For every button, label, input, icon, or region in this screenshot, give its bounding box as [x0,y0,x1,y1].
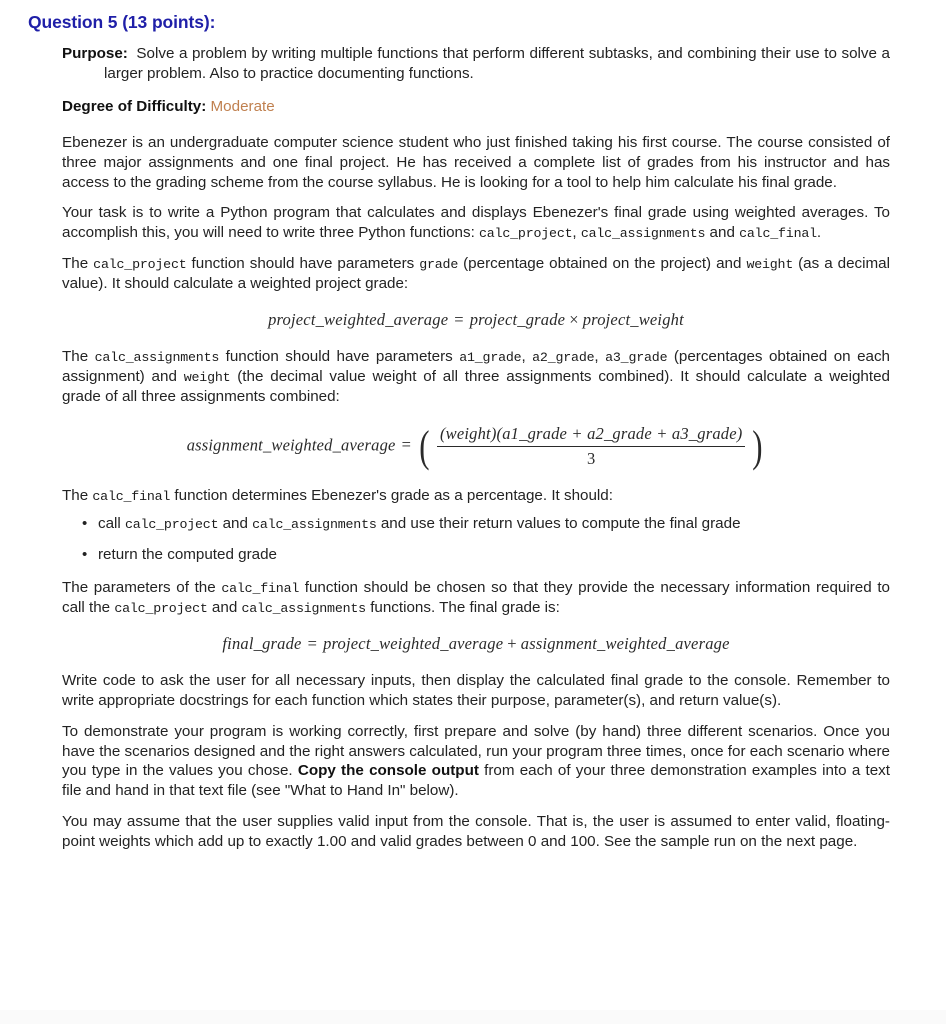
cf-text-2: function determines Ebenezer's grade as a percentage. It should: [170,486,613,504]
formula2-lhs: assignment_weighted_average [186,434,396,454]
formula1-equals: = [454,310,464,330]
intro-paragraph: Ebenezer is an undergraduate computer science student who just finished taking his first course. The course consisted of three major assignments and one final project. He has received a complete list of grades from his instructor and has access to the grading scheme from the course syllabus. He is looking for a tool to help him calculate his final grade. [62,134,890,191]
code-calc-project-2: calc_project [93,256,187,272]
document-body [62,44,890,862]
difficulty-block [62,97,890,117]
ca-text-4: (the decimal value weight of all three assignments combined). It should calculate a weighted grade of all three assignments combined: [62,368,890,405]
code-grade: grade [419,256,459,272]
code-calc-project: calc_project [479,226,573,242]
task-text-4: . [816,224,822,242]
code-calc-final: calc_final [739,226,817,242]
purpose-label: Purpose: [62,45,128,62]
pp-text-2: function should be chosen so that they provide the necessary information required to call the [62,578,890,616]
bullet-1-text-1: call [98,515,126,533]
cp-text-2: function should have parameters [186,254,420,272]
formula3-rhs-b: assignment_weighted_average [520,634,730,654]
cp-text-4: (as a decimal value). It should calculate a weighted project grade: [62,254,890,292]
code-calc-final-3: calc_final [221,580,300,596]
code-calc-assignments: calc_assignments [580,226,706,242]
formula1-rhs-b: project_weight [582,310,684,330]
formula-assignment-weighted-average [62,421,890,471]
list-item [82,514,890,534]
code-calc-project-4: calc_project [114,600,208,616]
write-code-paragraph: Write code to ask the user for all necessary inputs, then display the calculated final grade to the console. Remember to write appropriate docstrings for each function which states their purpose, parameter(s), and return value(s). [62,672,890,710]
parameters-paragraph [62,578,890,618]
code-a3-grade: a3_grade [605,350,668,366]
right-paren: ) [752,421,764,471]
code-calc-assignments-4: calc_assignments [241,600,366,616]
code-calc-project-3: calc_project [125,517,219,533]
code-calc-assignments-3: calc_assignments [252,517,377,533]
assumptions-paragraph: You may assume that the user supplies valid input from the console. That is, the user is assumed to enter valid, floating-point weights which add up to exactly 1.00 and valid grades between 0 and 100. See the sample run on the next page. [62,812,890,850]
demo-bold-phrase: Copy the console output [297,762,479,780]
cp-text-1: The [62,254,94,272]
calc-final-requirements-list [62,514,890,565]
cf-text-1: The [62,486,93,504]
pp-text-1: The parameters of the [62,578,222,596]
ca-text-1: The [62,348,95,366]
difficulty-label: Degree of Difficulty: [62,98,207,116]
formula2-denominator: 3 [586,448,596,468]
page-title: Question 5 (13 points): [28,12,216,32]
formula1-rhs-a: project_grade [469,310,566,330]
formula3-equals: = [307,634,318,654]
code-weight-2: weight [183,370,231,386]
list-item [82,545,890,565]
calc-assignments-paragraph: The calc_assignments function should have parameters a1_grade, a2_grade, a3_grade (percentages obtained on each assignment) and weight (the decimal value weight of all three assignments combined). It should calculate a weighted grade of all three assignments combined: [62,348,890,405]
code-weight: weight [746,256,794,272]
purpose-block [62,44,890,84]
formula-final-grade [62,634,890,654]
formula2-numerator: (weight)(a1_grade + a2_grade + a3_grade) [439,423,743,443]
page-bottom-strip [0,1010,946,1024]
purpose-text: Solve a problem by writing multiple functions that perform different subtasks, and combining their use to solve a larger problem. Also to practice documenting functions. [104,45,890,83]
formula3-rhs-a: project_weighted_average [323,634,504,654]
bullet-2-text-1: return the computed grade [98,546,277,564]
bullet-1-text-2: and [218,515,253,533]
cp-text-3: (percentage obtained on the project) and [458,254,747,272]
formula3-operator: + [507,634,517,654]
formula3-lhs: final_grade [222,634,302,654]
code-calc-assignments-2: calc_assignments [94,350,220,366]
formula2-equals: = [401,434,412,454]
task-text-3: and [705,224,740,242]
formula1-operator: × [569,310,579,330]
demonstrate-paragraph [62,722,890,801]
difficulty-value: Moderate [210,98,275,116]
bullet-1-text-3: and use their return values to compute the final grade [376,515,741,533]
code-calc-final-2: calc_final [92,488,171,504]
left-paren: ( [419,421,430,471]
bullet-icon: • [82,546,88,564]
formula-project-weighted-average [62,310,890,330]
pp-text-4: functions. The final grade is: [365,598,560,616]
calc-final-paragraph [62,486,890,506]
pp-text-3: and [207,598,242,616]
code-a1-grade: a1_grade [459,350,522,366]
demo-text-2: from each of your three demonstration examples into a text file and hand in that text file (see "What to Hand In" below). [62,762,890,800]
task-text-1: Your task is to write a Python program that calculates and displays Ebenezer's final grade using weighted averages. To accomplish this, you will need to write three Python functions: [62,204,890,242]
demo-text-1: To demonstrate your program is working correctly, first prepare and solve (by hand) three different scenarios. Once you have the scenarios designed and the right answers calculated, run your program three times, once for each scenario where you type in the values you chose. [62,722,890,780]
ca-text-3: (percentages obtained on each assignment) and [62,348,890,386]
task-paragraph [62,203,890,243]
calc-project-paragraph [62,254,890,294]
bullet-icon: • [82,515,88,533]
ca-text-2: function should have parameters [219,348,460,366]
code-a2-grade: a2_grade [532,350,595,366]
formula1-lhs: project_weighted_average [268,310,449,330]
task-text-2: , [572,224,581,242]
